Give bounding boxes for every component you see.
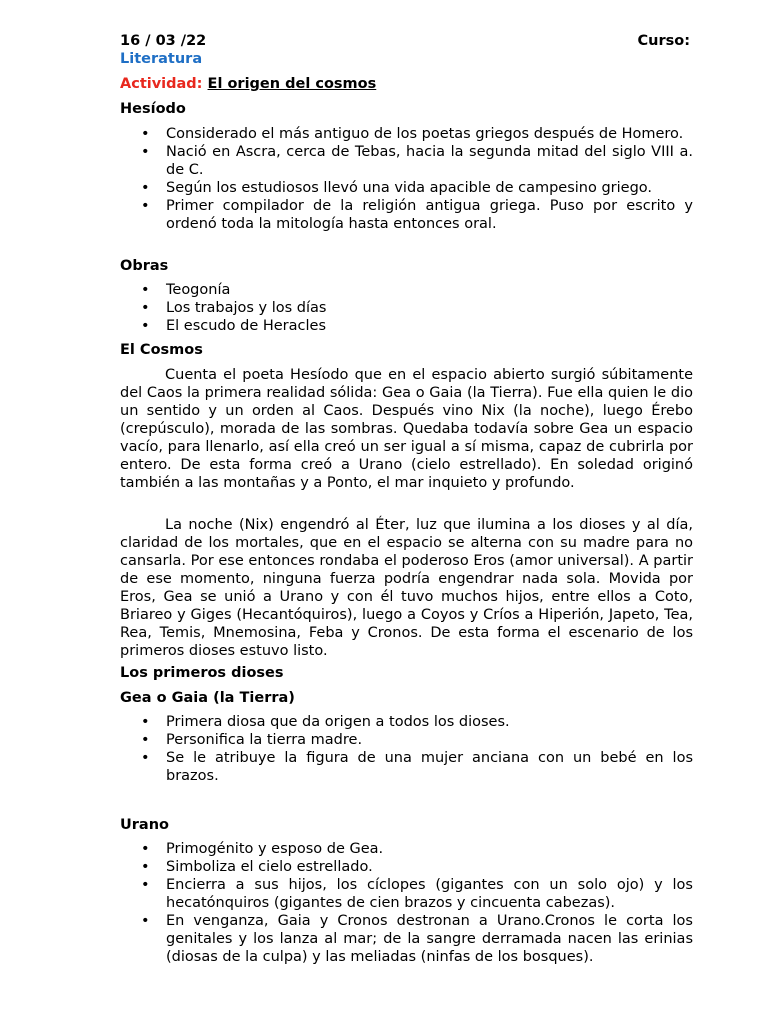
activity-label: Actividad:	[120, 76, 203, 92]
list-item: • En venganza, Gaia y Cronos destronan a Urano.Cronos le corta los genitales y los lanza al mar; de la sangre derramada nacen las erinias (diosas de la culpa) y las meliadas (ninfas de los bosques).	[120, 912, 693, 966]
cosmos-paragraph-2: La noche (Nix) engendró al Éter, luz que ilumina a los dioses y al día, claridad de los mortales, que en el espacio se alterna con su madre para no cansarla. Por ese entonces rondaba el poderoso Eros (amor universal). A partir de ese momento, ninguna fuerza podría engendrar nada sola. Movida por Eros, Gea se unió a Urano y con él tuvo muchos hijos, entre ellos a Coto, Briareo y Giges (Hecantóquiros), luego a Coyos y Críos a Hiperión, Japeto, Tea, Rea, Temis, Mnemosina, Feba y Cronos. De esta forma el escenario de los primeros dioses estuvo listo.	[120, 517, 693, 659]
list-item: • Primer compilador de la religión antigua griega. Puso por escrito y ordenó toda la mitología hasta entonces oral.	[120, 197, 693, 233]
list-item: • Primogénito y esposo de Gea.	[120, 840, 693, 858]
cosmos-paragraph-1: Cuenta el poeta Hesíodo que en el espacio abierto surgió súbitamente del Caos la primera realidad sólida: Gea o Gaia (la Tierra). Fue ella quien le dio un sentido y un orden al Caos. Después vino Nix (la noche), luego Érebo (crepúsculo), morada de las sombras. Quedaba todavía sobre Gea un espacio vacío, para llenarlo, así ella creó un ser igual a sí misma, capaz de cubrirla por entero. De esta forma creó a Urano (cielo estrellado). En soledad originó también a las montañas y a Ponto, el mar inquieto y profundo.	[120, 367, 693, 491]
heading-primeros-dioses: Los primeros dioses	[120, 665, 284, 681]
subject-title: Literatura	[120, 51, 203, 67]
list-item: • Primera diosa que da origen a todos los dioses.	[120, 713, 693, 731]
heading-urano: Urano	[120, 817, 169, 833]
date: 16 / 03 /22	[120, 33, 207, 49]
hesiodo-list	[120, 125, 693, 233]
list-item: • Encierra a sus hijos, los cíclopes (gigantes con un solo ojo) y los hecatónquiros (gigantes de cien brazos y cincuenta cabezas).	[120, 876, 693, 912]
list-item: • Teogonía	[120, 281, 693, 299]
list-item: • Simboliza el cielo estrellado.	[120, 858, 693, 876]
heading-cosmos: El Cosmos	[120, 342, 203, 358]
list-item: • El escudo de Heracles	[120, 317, 693, 335]
list-item: • Nació en Ascra, cerca de Tebas, hacia la segunda mitad del siglo VIII a. de C.	[120, 143, 693, 179]
course-label: Curso:	[637, 33, 690, 49]
obras-list	[120, 281, 693, 335]
activity-line	[120, 76, 376, 92]
list-item: • Personifica la tierra madre.	[120, 731, 693, 749]
heading-hesiodo: Hesíodo	[120, 101, 186, 117]
gea-list	[120, 713, 693, 785]
list-item: • Según los estudiosos llevó una vida apacible de campesino griego.	[120, 179, 693, 197]
list-item: • Se le atribuye la figura de una mujer anciana con un bebé en los brazos.	[120, 749, 693, 785]
activity-title: El origen del cosmos	[207, 76, 377, 92]
header-row	[120, 33, 693, 53]
list-item: • Considerado el más antiguo de los poetas griegos después de Homero.	[120, 125, 693, 143]
urano-list	[120, 840, 693, 966]
heading-gea: Gea o Gaia (la Tierra)	[120, 690, 295, 706]
list-item: • Los trabajos y los días	[120, 299, 693, 317]
heading-obras: Obras	[120, 258, 169, 274]
